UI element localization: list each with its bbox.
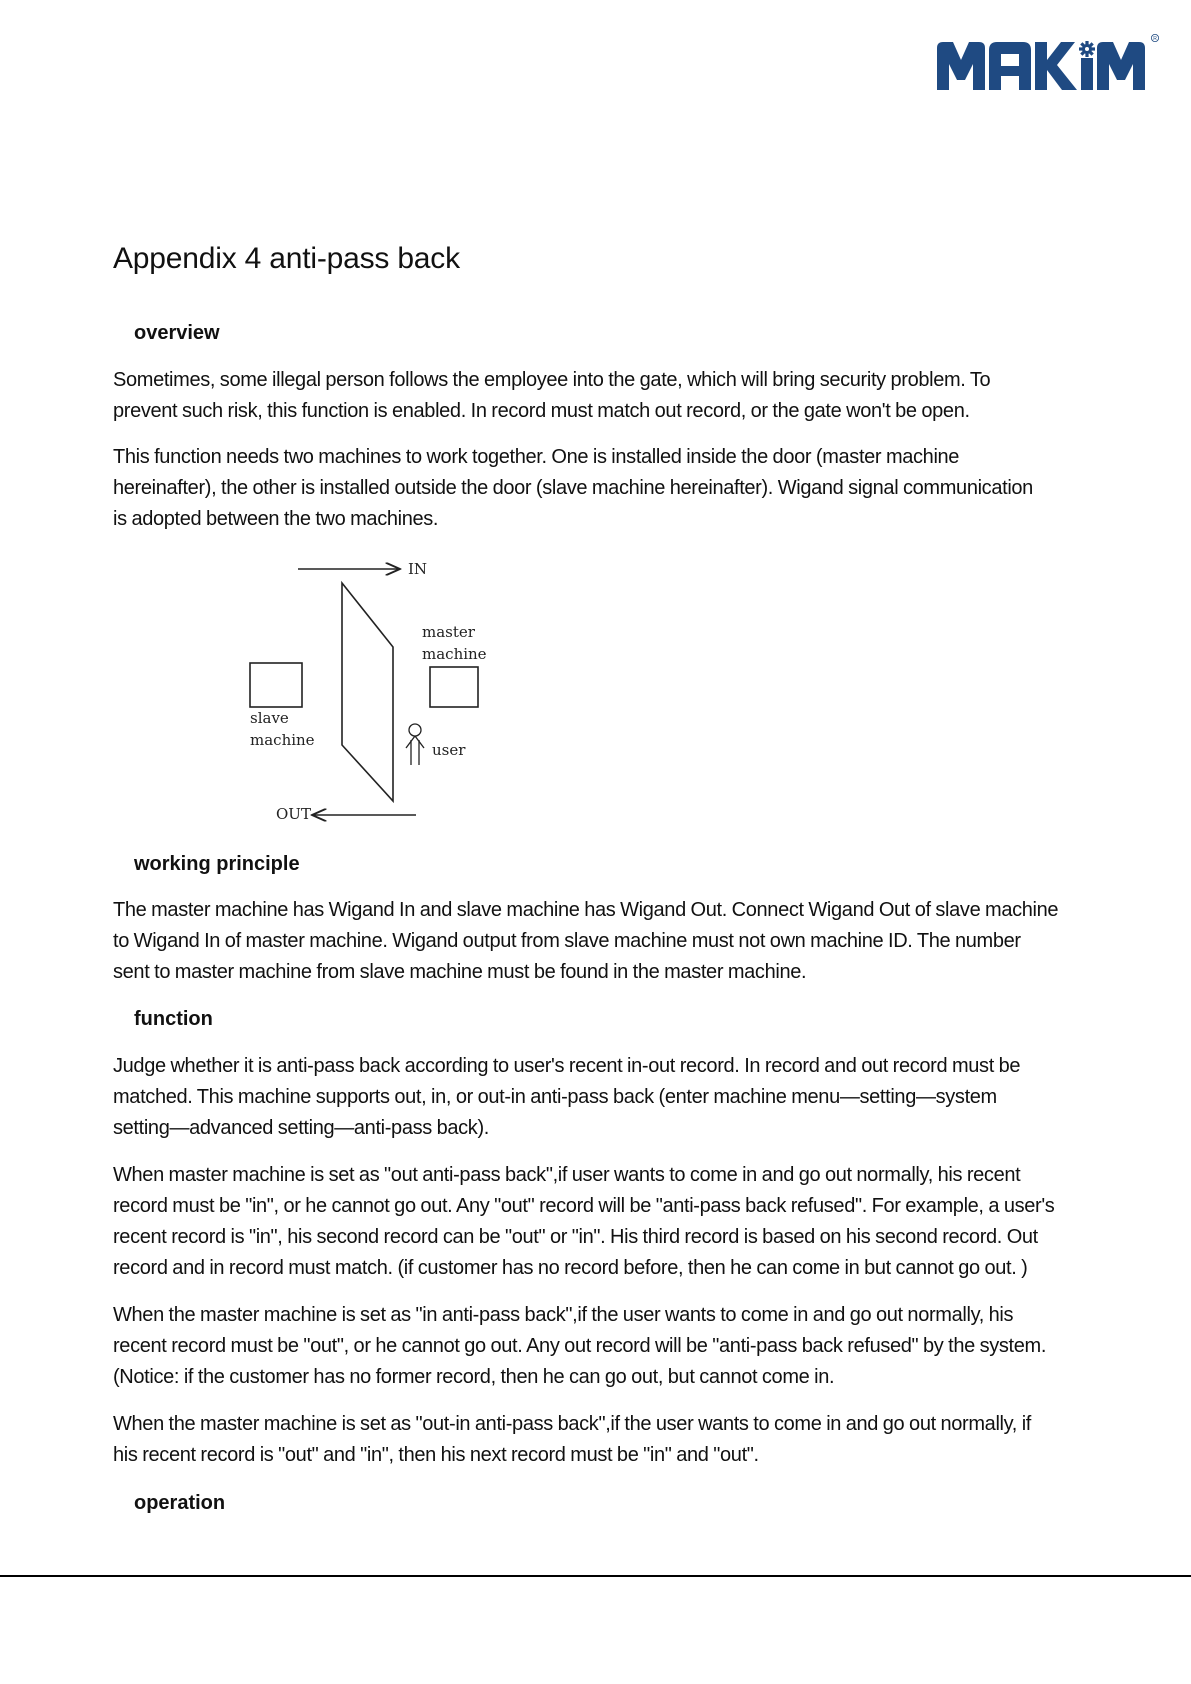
text-line: Sometimes, some illegal person follows the employee into the gate, which will bring security problem. To	[113, 369, 991, 391]
text-line: Judge whether it is anti-pass back according to user's recent in-out record. In record and out record must be	[113, 1055, 1021, 1077]
text-line: to Wigand In of master machine. Wigand output from slave machine must not own machine ID. The number	[113, 930, 1021, 952]
text-line: his recent record is "out" and "in", then his next record must be "in" and "out".	[113, 1444, 759, 1466]
master-machine-box	[430, 667, 478, 707]
text-line: When the master machine is set as "out-in anti-pass back",if the user wants to come in and go out normally, if	[113, 1413, 1032, 1435]
master-label-line1: master	[422, 623, 475, 641]
slave-label-line2: machine	[250, 731, 315, 749]
text-line: matched. This machine supports out, in, or out-in anti-pass back (enter machine menu—setting—system	[113, 1086, 997, 1108]
text-line: sent to master machine from slave machine must be found in the master machine.	[113, 961, 807, 983]
text-line: hereinafter), the other is installed outside the door (slave machine hereinafter). Wigand signal communication	[113, 477, 1033, 499]
text-line: This function needs two machines to work together. One is installed inside the door (master machine	[113, 446, 960, 468]
user-label: user	[432, 741, 466, 759]
page-title: Appendix 4 anti-pass back	[113, 242, 460, 275]
text-line: record and in record must match. (if customer has no record before, then he can come in but cannot go out. )	[113, 1257, 1028, 1279]
makim-logo-graphic	[935, 34, 1165, 96]
overview-paragraph-2	[113, 442, 1083, 535]
function-paragraph-1	[113, 1051, 1083, 1144]
gate-shape	[342, 583, 393, 801]
text-line: record must be "in", or he cannot go out. Any "out" record will be "anti-pass back refused". For example, a user's	[113, 1195, 1055, 1217]
function-paragraph-in-anti-pass-back	[113, 1300, 1083, 1393]
overview-paragraph-1	[113, 365, 1083, 427]
registered-mark	[1151, 34, 1158, 41]
makim-logo	[935, 34, 1165, 96]
svg-text:R: R	[1153, 35, 1157, 42]
out-label: OUT	[276, 805, 311, 823]
text-line: prevent such risk, this function is enabled. In record must match out record, or the gate won't be open.	[113, 400, 970, 422]
text-line: recent record is "in", his second record can be "out" or "in". His third record is based on his second record. Out	[113, 1226, 1038, 1248]
text-line: is adopted between the two machines.	[113, 508, 439, 530]
text-line: setting—advanced setting—anti-pass back).	[113, 1117, 489, 1139]
user-icon	[406, 724, 424, 765]
text-line: (Notice: if the customer has no former record, then he can go out, but cannot come in.	[113, 1366, 835, 1388]
section-heading-overview: overview	[134, 322, 220, 344]
section-heading-operation: operation	[134, 1492, 226, 1514]
function-paragraph-out-anti-pass-back	[113, 1160, 1083, 1284]
master-label-line2: machine	[422, 645, 487, 663]
slave-label-line1: slave	[250, 709, 289, 727]
text-line: When master machine is set as "out anti-pass back",if user wants to come in and go out normally, his recent	[113, 1164, 1021, 1186]
slave-machine-box	[250, 663, 302, 707]
section-heading-working-principle: working principle	[134, 853, 300, 875]
text-line: recent record must be "out", or he cannot go out. Any out record will be "anti-pass back refused" by the system.	[113, 1335, 1047, 1357]
function-paragraph-out-in-anti-pass-back	[113, 1409, 1083, 1471]
text-line: The master machine has Wigand In and slave machine has Wigand Out. Connect Wigand Out of slave machine	[113, 899, 1059, 921]
working-principle-paragraph	[113, 895, 1083, 988]
text-line: When the master machine is set as "in anti-pass back",if the user wants to come in and go out normally, his	[113, 1304, 1014, 1326]
in-label: IN	[408, 560, 428, 578]
footer-divider	[0, 1575, 1191, 1577]
anti-pass-back-diagram	[240, 555, 520, 830]
section-heading-function: function	[134, 1008, 213, 1030]
